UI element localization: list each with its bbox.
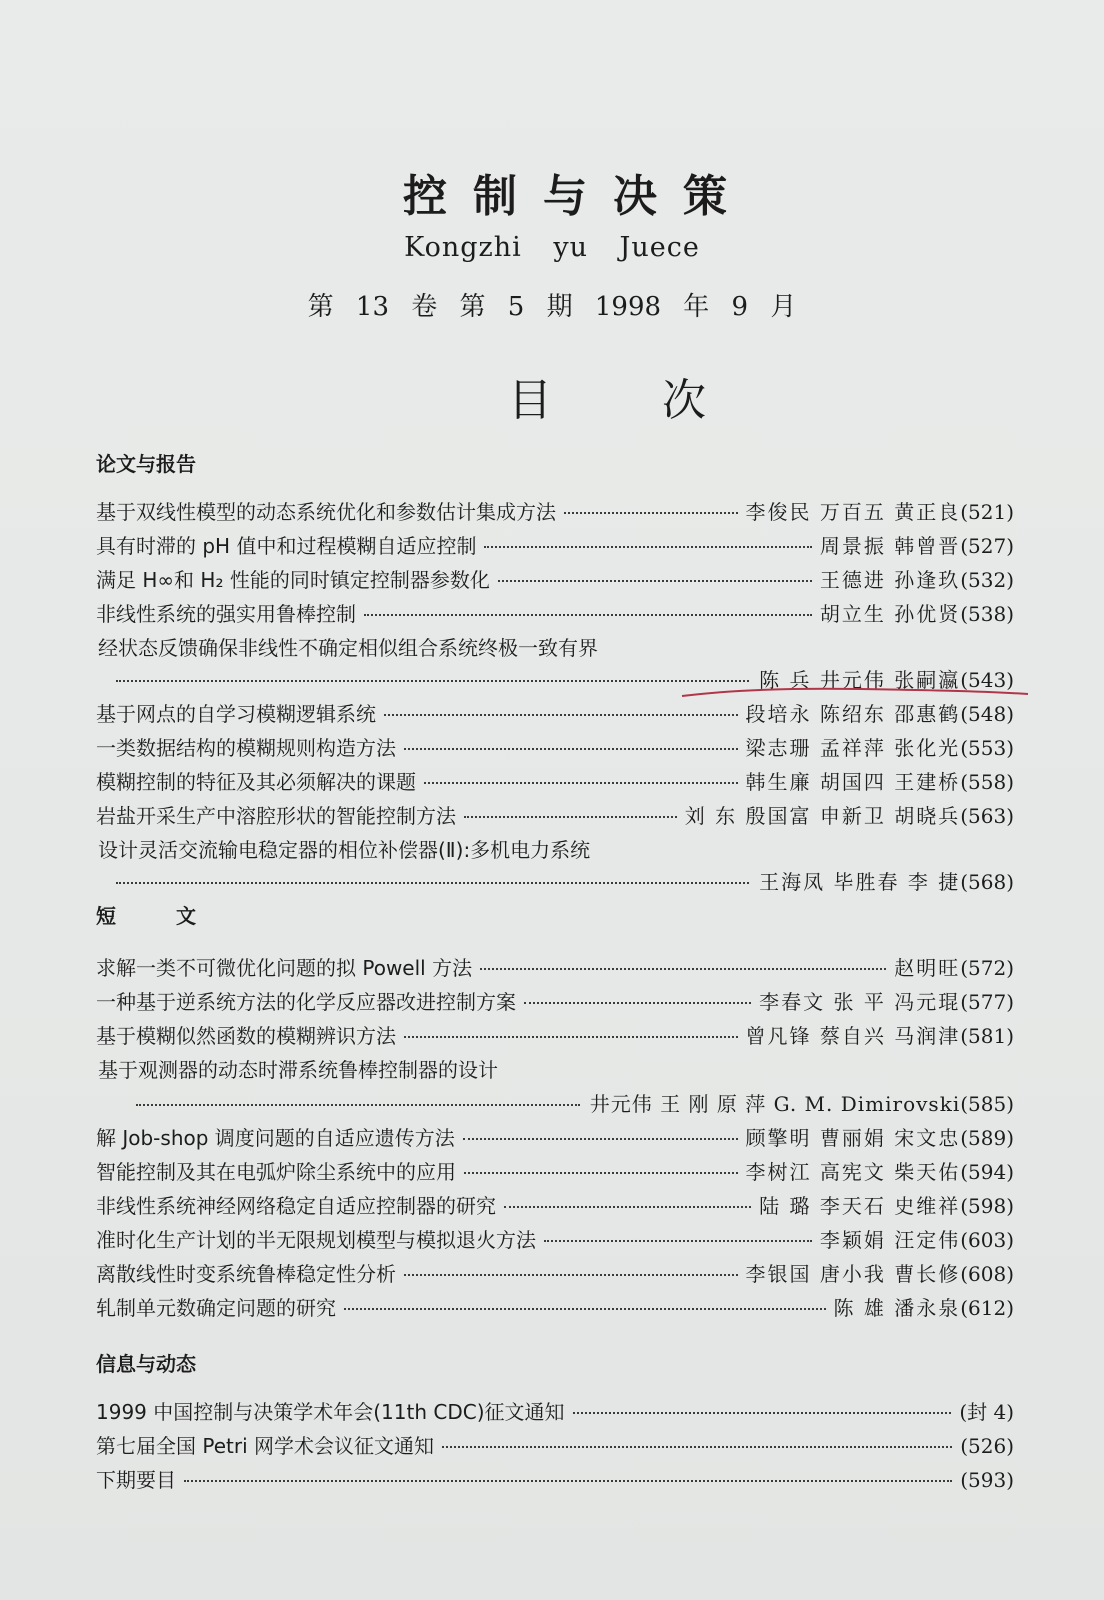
entry-page: (532) xyxy=(960,568,1014,592)
toc-heading: 目次 xyxy=(508,375,816,426)
section-heading-papers: 论文与报告 xyxy=(96,452,196,476)
entry-authors: 李春文 张 平 冯元琨 xyxy=(759,990,961,1014)
dot-leader xyxy=(424,782,738,784)
toc-entry[interactable] xyxy=(96,698,1014,728)
entry-page: (526) xyxy=(960,1434,1014,1458)
dot-leader xyxy=(463,1138,738,1140)
entry-page: (538) xyxy=(960,602,1014,626)
dot-leader xyxy=(116,680,749,682)
toc-entry[interactable] xyxy=(96,598,1014,628)
entry-page: (封 4) xyxy=(959,1400,1014,1424)
entry-title: 解 Job-shop 调度问题的自适应遗传方法 xyxy=(96,1126,455,1150)
entry-title[interactable]: 设计灵活交流输电稳定器的相位补偿器(Ⅱ):多机电力系统 xyxy=(98,838,591,862)
toc-entry[interactable] xyxy=(96,1224,1014,1254)
toc-entry[interactable] xyxy=(96,766,1014,796)
entry-authors: 段培永 陈绍东 邵惠鹤 xyxy=(745,702,961,726)
entry-page: (594) xyxy=(960,1160,1014,1184)
entry-title[interactable]: 基于观测器的动态时滞系统鲁棒控制器的设计 xyxy=(98,1058,498,1082)
entry-title: 非线性系统的强实用鲁棒控制 xyxy=(96,602,356,626)
dot-leader xyxy=(404,748,738,750)
entry-authors: 陆 璐 李天石 史维祥 xyxy=(759,1194,961,1218)
entry-page: (585) xyxy=(960,1092,1014,1116)
dot-leader xyxy=(364,614,812,616)
entry-title: 求解一类不可微优化问题的拟 Powell 方法 xyxy=(96,956,473,980)
entry-authors: 胡立生 孙优贤 xyxy=(819,602,961,626)
entry-title: 基于模糊似然函数的模糊辨识方法 xyxy=(96,1024,396,1048)
entry-title: 模糊控制的特征及其必须解决的课题 xyxy=(96,770,416,794)
entry-page: (593) xyxy=(960,1468,1014,1492)
toc-entry[interactable] xyxy=(96,1190,1014,1220)
entry-authors: 李俊民 万百五 黄正良 xyxy=(745,500,961,524)
entry-title: 具有时滞的 pH 值中和过程模糊自适应控制 xyxy=(96,534,477,558)
dot-leader xyxy=(484,546,811,548)
journal-title: 控制与决策 xyxy=(403,171,753,222)
dot-leader xyxy=(504,1206,751,1208)
entry-authors: 韩生廉 胡国四 王建桥 xyxy=(745,770,961,794)
entry-title: 准时化生产计划的半无限规划模型与模拟退火方法 xyxy=(96,1228,536,1252)
entry-title: 第七届全国 Petri 网学术会议征文通知 xyxy=(96,1434,434,1458)
toc-entry[interactable] xyxy=(96,564,1014,594)
entry-authors: 周景振 韩曾晋 xyxy=(819,534,961,558)
entry-page: (527) xyxy=(960,534,1014,558)
entry-page: (563) xyxy=(960,804,1014,828)
dot-leader xyxy=(480,968,886,970)
entry-title: 智能控制及其在电弧炉除尘系统中的应用 xyxy=(96,1160,456,1184)
entry-page: (572) xyxy=(960,956,1014,980)
toc-entry-continuation[interactable] xyxy=(116,866,1014,896)
entry-authors: 梁志珊 孟祥萍 张化光 xyxy=(745,736,961,760)
entry-title: 基于双线性模型的动态系统优化和参数估计集成方法 xyxy=(96,500,556,524)
toc-entry-continuation[interactable] xyxy=(136,1088,1014,1118)
toc-entry[interactable] xyxy=(96,1258,1014,1288)
entry-page: (581) xyxy=(960,1024,1014,1048)
entry-title[interactable]: 经状态反馈确保非线性不确定相似组合系统终极一致有界 xyxy=(98,636,598,660)
dot-leader xyxy=(136,1104,580,1106)
dot-leader xyxy=(464,816,677,818)
entry-page: (558) xyxy=(960,770,1014,794)
dot-leader xyxy=(344,1308,826,1310)
entry-page: (577) xyxy=(960,990,1014,1014)
entry-title: 满足 H∞和 H₂ 性能的同时镇定控制器参数化 xyxy=(96,568,490,592)
section-heading-short: 短文 xyxy=(96,904,256,928)
entry-title: 离散线性时变系统鲁棒稳定性分析 xyxy=(96,1262,396,1286)
entry-page: (543) xyxy=(960,668,1014,692)
entry-page: (608) xyxy=(960,1262,1014,1286)
entry-authors: 刘 东 殷国富 申新卫 胡晓兵 xyxy=(684,804,961,828)
entry-title: 岩盐开采生产中溶腔形状的智能控制方法 xyxy=(96,804,456,828)
toc-entry[interactable] xyxy=(96,1430,1014,1460)
toc-entry[interactable] xyxy=(96,800,1014,830)
dot-leader xyxy=(116,882,749,884)
dot-leader xyxy=(524,1002,751,1004)
dot-leader xyxy=(464,1172,738,1174)
entry-page: (568) xyxy=(960,870,1014,894)
section-heading-news: 信息与动态 xyxy=(96,1352,196,1376)
entry-authors: 赵明旺 xyxy=(894,956,961,980)
toc-entry[interactable] xyxy=(96,1464,1014,1494)
entry-page: (548) xyxy=(960,702,1014,726)
toc-entry[interactable] xyxy=(96,1020,1014,1050)
dot-leader xyxy=(384,714,738,716)
toc-entry[interactable] xyxy=(96,952,1014,982)
entry-authors: 王德进 孙逢玖 xyxy=(819,568,961,592)
entry-title: 下期要目 xyxy=(96,1468,176,1492)
toc-entry[interactable] xyxy=(96,1292,1014,1322)
dot-leader xyxy=(544,1240,812,1242)
dot-leader xyxy=(573,1412,952,1414)
toc-entry[interactable] xyxy=(96,1122,1014,1152)
entry-page: (589) xyxy=(960,1126,1014,1150)
dot-leader xyxy=(404,1274,738,1276)
entry-authors: 李银国 唐小我 曹长修 xyxy=(745,1262,961,1286)
toc-entry[interactable] xyxy=(96,496,1014,526)
entry-authors: 曾凡锋 蔡自兴 马润津 xyxy=(745,1024,961,1048)
entry-page: (603) xyxy=(960,1228,1014,1252)
entry-authors: 陈 兵 井元伟 张嗣瀛 xyxy=(759,668,961,692)
entry-authors: 李颖娟 汪定伟 xyxy=(819,1228,961,1252)
entry-page: (612) xyxy=(960,1296,1014,1320)
entry-authors: 陈 雄 潘永泉 xyxy=(833,1296,961,1320)
issue-line: 第 13 卷 第 5 期 1998 年 9 月 xyxy=(307,292,797,322)
toc-entry[interactable] xyxy=(96,732,1014,762)
dot-leader xyxy=(404,1036,738,1038)
dot-leader xyxy=(442,1446,952,1448)
entry-authors: 井元伟 王 刚 原 萍 G. M. Dimirovski xyxy=(589,1092,961,1116)
toc-entry[interactable] xyxy=(96,530,1014,560)
entry-page: (598) xyxy=(960,1194,1014,1218)
entry-page: (553) xyxy=(960,736,1014,760)
toc-entry[interactable] xyxy=(96,986,1014,1016)
entry-authors: 顾擎明 曹丽娟 宋文忠 xyxy=(745,1126,961,1150)
entry-title: 一类数据结构的模糊规则构造方法 xyxy=(96,736,396,760)
entry-title: 轧制单元数确定问题的研究 xyxy=(96,1296,336,1320)
entry-title: 基于网点的自学习模糊逻辑系统 xyxy=(96,702,376,726)
entry-title: 非线性系统神经网络稳定自适应控制器的研究 xyxy=(96,1194,496,1218)
entry-authors: 王海凤 毕胜春 李 捷 xyxy=(759,870,961,894)
entry-page: (521) xyxy=(960,500,1014,524)
dot-leader xyxy=(184,1480,952,1482)
entry-title: 1999 中国控制与决策学术年会(11th CDC)征文通知 xyxy=(96,1400,565,1424)
dot-leader xyxy=(498,580,812,582)
entry-authors: 李树江 高宪文 柴天佑 xyxy=(745,1160,961,1184)
journal-title-pinyin: Kongzhi yu Juece xyxy=(404,232,700,263)
entry-title: 一种基于逆系统方法的化学反应器改进控制方案 xyxy=(96,990,516,1014)
toc-entry[interactable] xyxy=(96,1396,1014,1426)
dot-leader xyxy=(564,512,738,514)
toc-entry[interactable] xyxy=(96,1156,1014,1186)
